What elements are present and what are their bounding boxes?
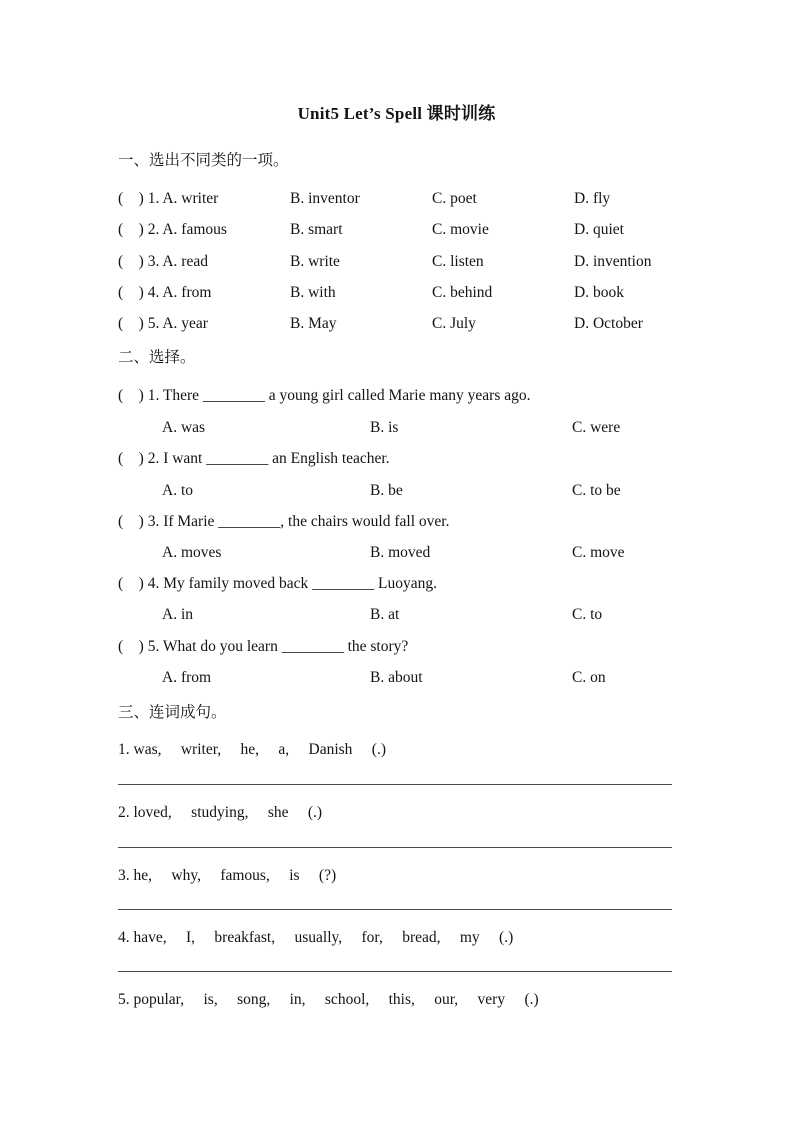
mc-question-5: ( ) 5. What do you learn ________ the story? [118,638,409,655]
question-lead: ( ) 2. A. famous [118,221,227,238]
option-b: B. May [290,315,337,332]
mc-options-1 [0,417,793,439]
section1-heading: 一、选出不同类的一项。 [118,152,289,169]
option-a: A. to [162,482,193,499]
option-a: A. from [162,669,212,686]
unscramble-item-5: 5. popular, is, song, in, school, this, our, very (.) [118,991,539,1008]
option-c: C. listen [432,253,484,270]
classify-row-3 [0,251,793,273]
option-b: B. is [370,419,399,436]
option-c: C. to [572,606,603,623]
option-b: B. with [290,284,336,301]
mc-question-3: ( ) 3. If Marie ________, the chairs would fall over. [118,513,450,530]
option-b: B. at [370,606,400,623]
option-c: C. on [572,669,606,686]
option-b: B. moved [370,544,431,561]
option-c: C. move [572,544,625,561]
answer-line-4 [118,971,672,972]
mc-options-2 [0,480,793,502]
section3-heading: 三、连词成句。 [118,704,227,721]
question-lead: ( ) 3. A. read [118,253,208,270]
option-a: A. moves [162,544,222,561]
unscramble-item-4: 4. have, I, breakfast, usually, for, bread, my (.) [118,929,514,946]
classify-row-1 [0,188,793,210]
question-lead: ( ) 4. A. from [118,284,212,301]
option-b: B. inventor [290,190,360,207]
option-c: C. movie [432,221,489,238]
question-lead: ( ) 5. A. year [118,315,208,332]
unscramble-item-3: 3. he, why, famous, is (?) [118,867,337,884]
mc-question-1: ( ) 1. There ________ a young girl called Marie many years ago. [118,387,531,404]
classify-row-5 [0,313,793,335]
mc-question-2: ( ) 2. I want ________ an English teacher. [118,450,390,467]
answer-line-2 [118,847,672,848]
mc-question-4: ( ) 4. My family moved back ________ Luoyang. [118,575,437,592]
option-b: B. be [370,482,403,499]
classify-row-2 [0,219,793,241]
section2-heading: 二、选择。 [118,349,196,366]
option-b: B. smart [290,221,343,238]
option-b: B. write [290,253,340,270]
classify-row-4 [0,282,793,304]
option-a: A. was [162,419,206,436]
option-c: C. were [572,419,621,436]
mc-options-3 [0,542,793,564]
mc-options-4 [0,604,793,626]
answer-line-1 [118,784,672,785]
option-c: C. July [432,315,476,332]
option-d: D. quiet [574,221,624,238]
mc-options-5 [0,667,793,689]
option-d: D. October [574,315,643,332]
answer-line-3 [118,909,672,910]
option-c: C. poet [432,190,477,207]
question-lead: ( ) 1. A. writer [118,190,219,207]
option-d: D. book [574,284,624,301]
option-c: C. to be [572,482,621,499]
worksheet-title: Unit5 Let’s Spell 课时训练 [297,104,496,123]
unscramble-item-1: 1. was, writer, he, a, Danish (.) [118,741,386,758]
option-c: C. behind [432,284,493,301]
option-b: B. about [370,669,423,686]
option-a: A. in [162,606,193,623]
option-d: D. fly [574,190,611,207]
option-d: D. invention [574,253,652,270]
unscramble-item-2: 2. loved, studying, she (.) [118,804,323,821]
